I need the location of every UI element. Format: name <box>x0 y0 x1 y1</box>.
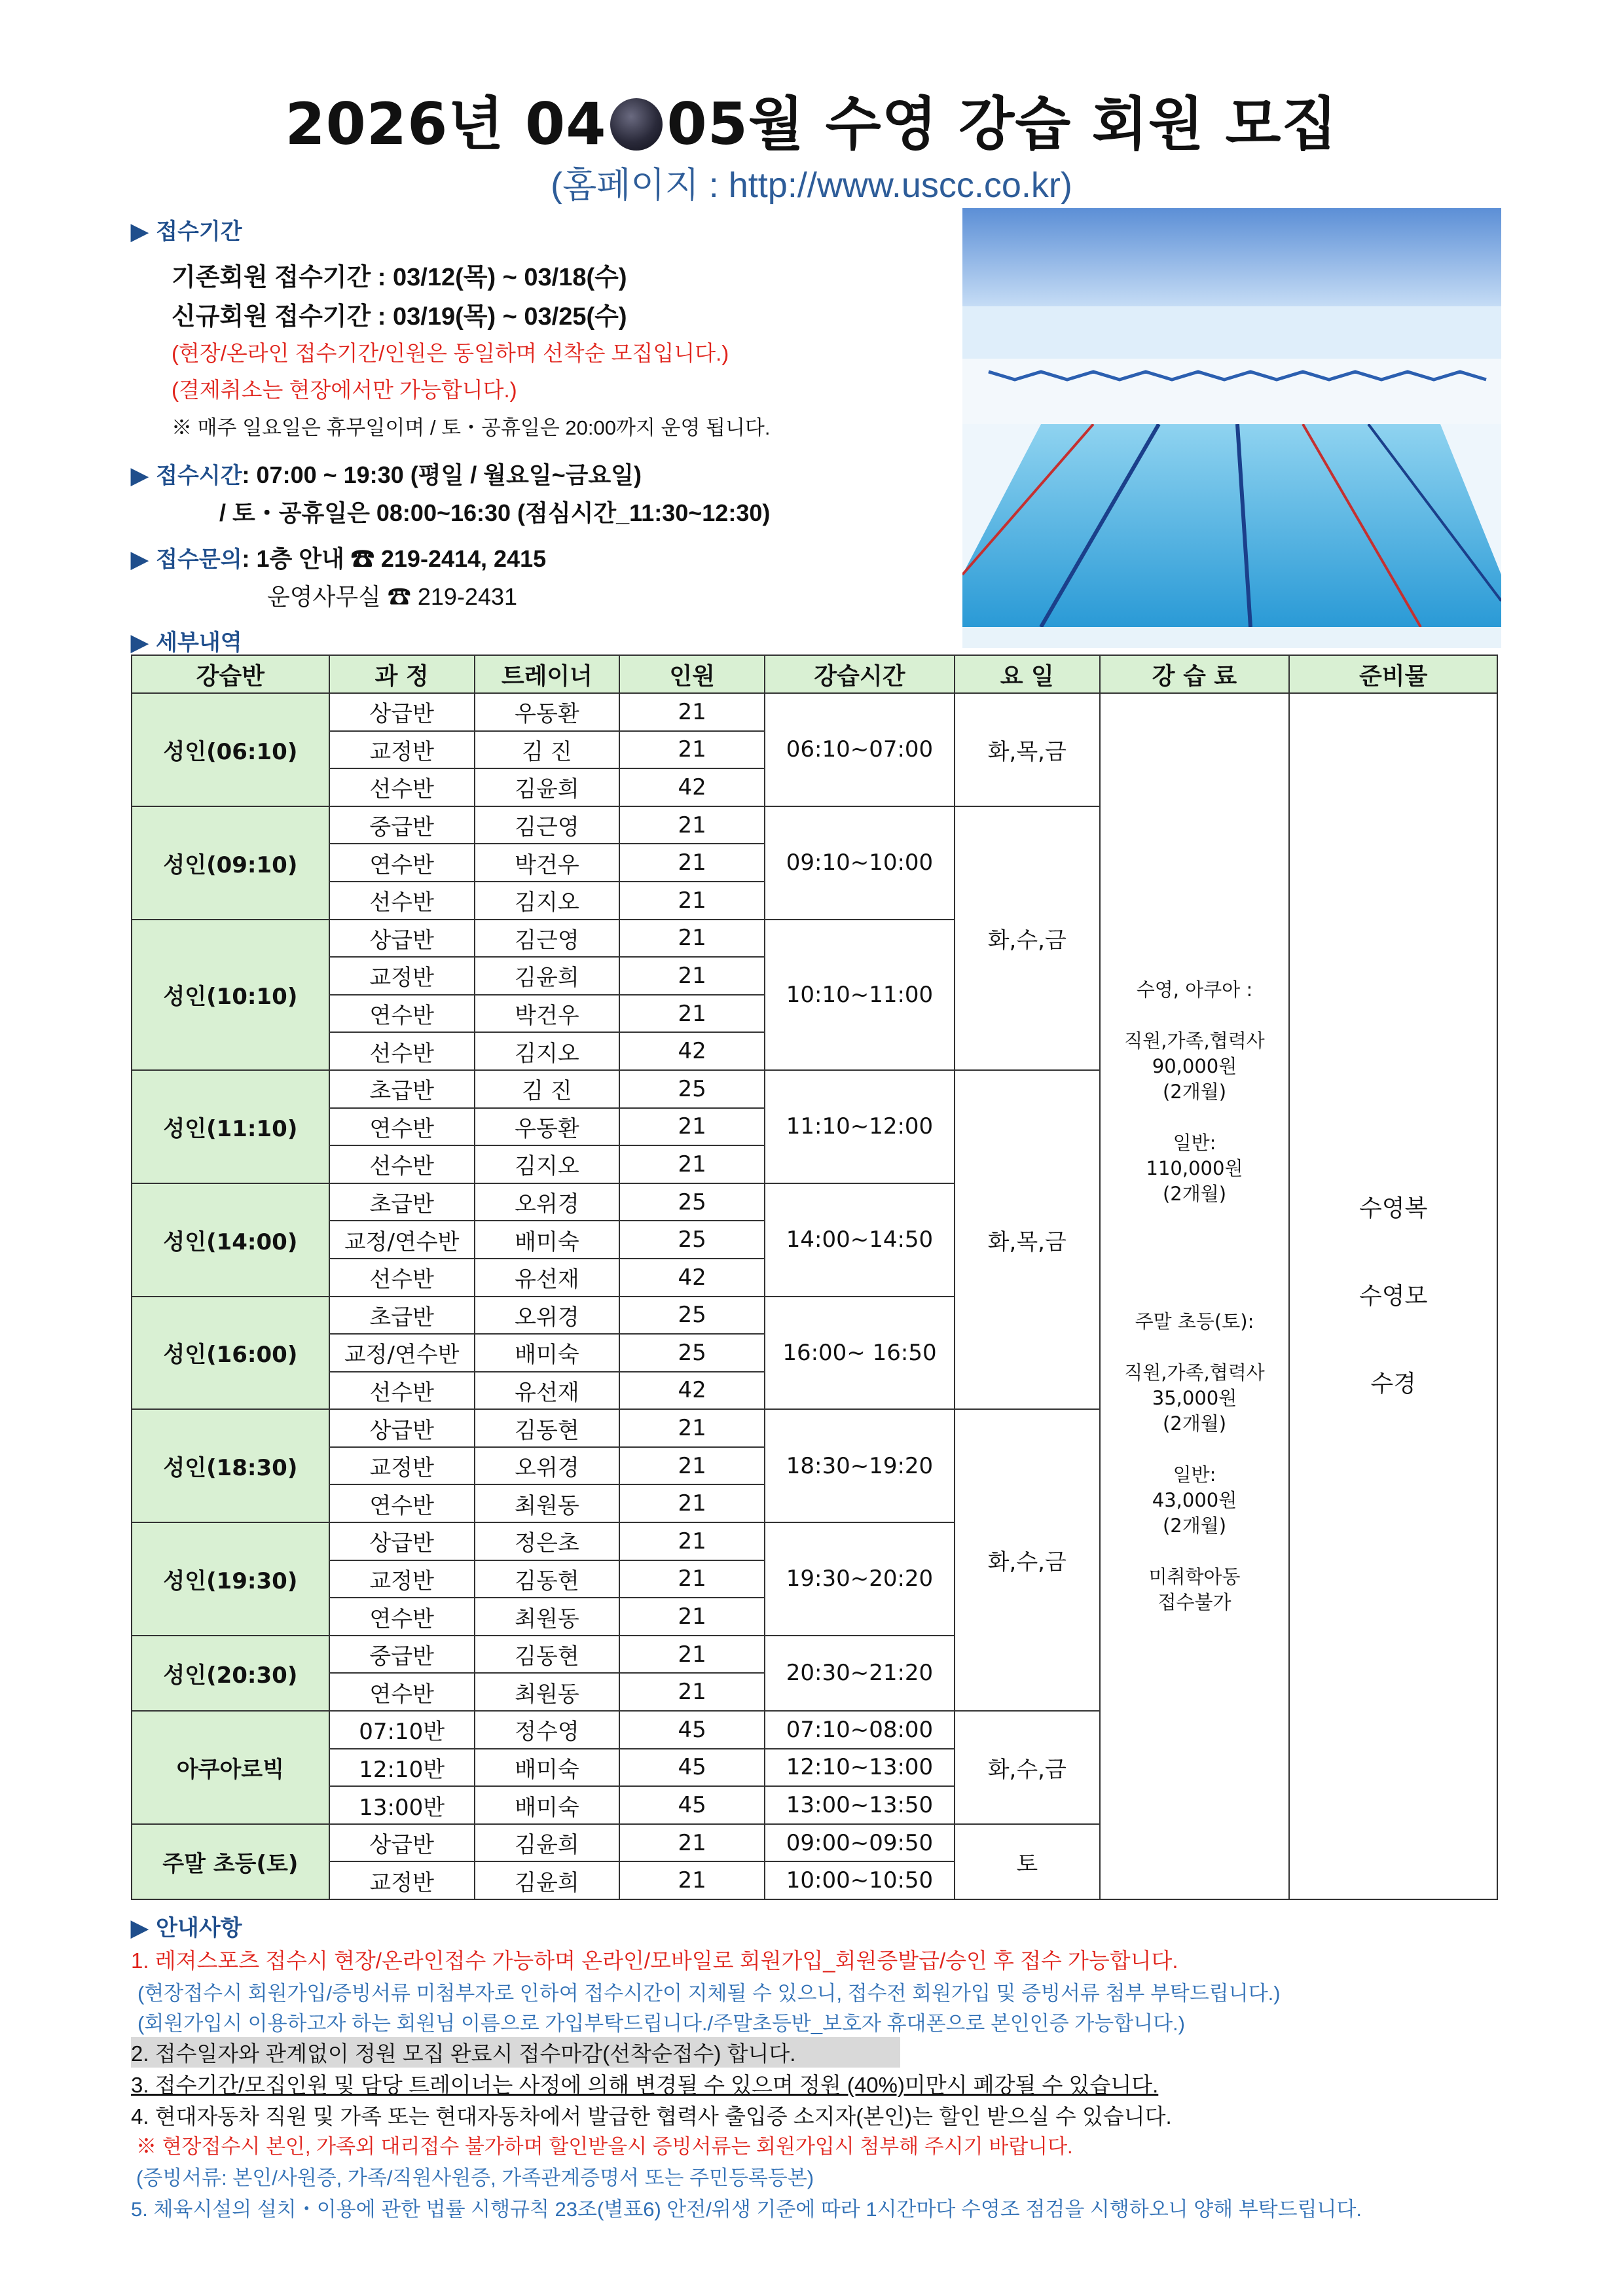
trainer: 배미숙 <box>475 1786 620 1824</box>
title-dot-icon <box>610 98 663 151</box>
count: 21 <box>619 1108 765 1146</box>
trainer: 우동환 <box>475 1108 620 1146</box>
details-heading: ▶ 세부내역 <box>131 630 242 655</box>
class-time: 13:00~13:50 <box>765 1786 955 1824</box>
notices-heading: ▶ 안내사항 <box>131 1916 242 1941</box>
class-name: 성인(18:30) <box>132 1409 329 1522</box>
trainer: 김지오 <box>475 1032 620 1070</box>
course: 상급반 <box>329 1824 475 1862</box>
pool-photo <box>962 208 1501 648</box>
trainer: 김동현 <box>475 1560 620 1598</box>
count: 45 <box>619 1749 765 1787</box>
course: 중급반 <box>329 806 475 844</box>
class-time: 10:10~11:00 <box>765 920 955 1070</box>
course: 선수반 <box>329 768 475 806</box>
trainer: 우동환 <box>475 693 620 731</box>
course: 상급반 <box>329 1522 475 1560</box>
class-name: 성인(16:00) <box>132 1297 329 1410</box>
course: 선수반 <box>329 882 475 920</box>
header-prep: 준비물 <box>1289 655 1497 693</box>
trainer: 김지오 <box>475 1145 620 1183</box>
notice-1: 1. 레져스포츠 접수시 현장/온라인접수 가능하며 온라인/모바일로 회원가입_회원증발급/승인 후 접수 가능합니다. <box>131 1948 1178 1973</box>
count: 21 <box>619 844 765 882</box>
course: 교정반 <box>329 1447 475 1485</box>
trainer: 박건우 <box>475 995 620 1033</box>
count: 21 <box>619 1409 765 1447</box>
class-time: 14:00~14:50 <box>765 1183 955 1297</box>
course: 연수반 <box>329 1108 475 1146</box>
course: 교정반 <box>329 1560 475 1598</box>
trainer: 오위경 <box>475 1447 620 1485</box>
trainer: 최원동 <box>475 1598 620 1636</box>
new-member-period: 신규회원 접수기간 : 03/19(목) ~ 03/25(수) <box>172 303 627 331</box>
count: 21 <box>619 957 765 995</box>
class-time: 19:30~20:20 <box>765 1522 955 1636</box>
trainer: 김동현 <box>475 1636 620 1674</box>
trainer: 배미숙 <box>475 1221 620 1259</box>
header-days: 요 일 <box>955 655 1100 693</box>
count: 21 <box>619 693 765 731</box>
course: 교정/연수반 <box>329 1334 475 1372</box>
notice-1b: (회원가입시 이용하고자 하는 회원님 이름으로 가입부탁드립니다./주말초등반_보호자 휴대폰으로 본인인증 가능합니다.) <box>137 2012 1185 2035</box>
class-name: 성인(20:30) <box>132 1636 329 1711</box>
class-days: 토 <box>955 1824 1100 1899</box>
count: 21 <box>619 806 765 844</box>
class-name: 성인(09:10) <box>132 806 329 920</box>
count: 21 <box>619 995 765 1033</box>
count: 21 <box>619 1447 765 1485</box>
class-days: 화,목,금 <box>955 693 1100 806</box>
count: 21 <box>619 1861 765 1899</box>
course: 연수반 <box>329 1484 475 1522</box>
class-time: 11:10~12:00 <box>765 1070 955 1183</box>
class-time: 07:10~08:00 <box>765 1711 955 1749</box>
trainer: 배미숙 <box>475 1334 620 1372</box>
fee-text: 수영, 아쿠아 : 직원,가족,협력사 90,000원 (2개월) 일반: 110,000원 (2개월) 주말 초등(토): 직원,가족,협력사 35,000원 (2개월) 일반: 43,000원 (2개월) 미취학아동 접수불가 <box>1124 978 1265 1613</box>
trainer: 김근영 <box>475 920 620 958</box>
course: 교정반 <box>329 1861 475 1899</box>
reception-note-holiday: ※ 매주 일요일은 휴무일이며 / 토・공휴일은 20:00까지 운영 됩니다. <box>172 416 771 439</box>
course: 초급반 <box>329 1297 475 1335</box>
class-name: 성인(06:10) <box>132 693 329 806</box>
reception-note-first-come: (현장/온라인 접수기간/인원은 동일하며 선착순 모집입니다.) <box>172 341 729 365</box>
count: 42 <box>619 768 765 806</box>
course: 선수반 <box>329 1372 475 1410</box>
trainer: 정은초 <box>475 1522 620 1560</box>
title-right: 05월 수영 강습 회원 모집 <box>666 90 1338 158</box>
class-time: 09:10~10:00 <box>765 806 955 920</box>
trainer: 김지오 <box>475 882 620 920</box>
count: 21 <box>619 1598 765 1636</box>
count: 21 <box>619 920 765 958</box>
trainer: 김근영 <box>475 806 620 844</box>
table-row <box>132 693 1497 731</box>
trainer: 김윤희 <box>475 1861 620 1899</box>
class-name: 아쿠아로빅 <box>132 1711 329 1824</box>
triangle-bullet-icon: ▶ <box>131 547 149 572</box>
trainer: 최원동 <box>475 1484 620 1522</box>
fee-cell <box>1100 693 1290 1899</box>
count: 21 <box>619 1673 765 1711</box>
trainer: 최원동 <box>475 1673 620 1711</box>
course: 초급반 <box>329 1070 475 1108</box>
count: 42 <box>619 1372 765 1410</box>
schedule-table <box>131 655 1498 1900</box>
course: 상급반 <box>329 920 475 958</box>
class-time: 09:00~09:50 <box>765 1824 955 1862</box>
notice-5: 5. 체육시설의 설치・이용에 관한 법률 시행규칙 23조(별표6) 안전/위생 기준에 따라 1시간마다 수영조 점검을 시행하오니 양해 부탁드립니다. <box>131 2198 1362 2221</box>
class-time: 18:30~19:20 <box>765 1409 955 1522</box>
count: 25 <box>619 1070 765 1108</box>
count: 25 <box>619 1334 765 1372</box>
course: 연수반 <box>329 995 475 1033</box>
count: 21 <box>619 731 765 769</box>
count: 45 <box>619 1711 765 1749</box>
course: 연수반 <box>329 1673 475 1711</box>
course: 선수반 <box>329 1145 475 1183</box>
trainer: 오위경 <box>475 1183 620 1221</box>
reception-note-cancel: (결제취소는 현장에서만 가능합니다.) <box>172 378 517 402</box>
triangle-bullet-icon: ▶ <box>131 630 149 655</box>
course: 초급반 <box>329 1183 475 1221</box>
hours-block: ▶ 접수시간: 07:00 ~ 19:30 (평일 / 월요일~금요일) <box>131 461 642 488</box>
trainer: 김 진 <box>475 731 620 769</box>
count: 21 <box>619 1522 765 1560</box>
count: 21 <box>619 882 765 920</box>
class-days: 화,목,금 <box>955 1070 1100 1409</box>
course: 연수반 <box>329 1598 475 1636</box>
header-count: 인원 <box>619 655 765 693</box>
count: 21 <box>619 1824 765 1862</box>
trainer: 유선재 <box>475 1372 620 1410</box>
notice-4b: (증빙서류: 본인/사원증, 가족/직원사원증, 가족관계증명서 또는 주민등록등본) <box>136 2166 814 2189</box>
trainer: 정수영 <box>475 1711 620 1749</box>
class-time: 20:30~21:20 <box>765 1636 955 1711</box>
header-class: 강습반 <box>132 655 329 693</box>
count: 25 <box>619 1297 765 1335</box>
trainer: 김동현 <box>475 1409 620 1447</box>
count: 21 <box>619 1636 765 1674</box>
count: 21 <box>619 1484 765 1522</box>
title-left: 2026년 04 <box>285 90 607 158</box>
course: 중급반 <box>329 1636 475 1674</box>
class-time: 16:00~ 16:50 <box>765 1297 955 1410</box>
course: 교정반 <box>329 731 475 769</box>
course: 상급반 <box>329 1409 475 1447</box>
course: 07:10반 <box>329 1711 475 1749</box>
triangle-bullet-icon: ▶ <box>131 1916 149 1941</box>
course: 12:10반 <box>329 1749 475 1787</box>
trainer: 유선재 <box>475 1259 620 1297</box>
notice-3: 3. 접수기간/모집인원 및 담당 트레이너는 사정에 의해 변경될 수 있으며 정원 (40%)미만시 폐강될 수 있습니다. <box>131 2073 1159 2097</box>
course: 교정/연수반 <box>329 1221 475 1259</box>
class-name: 성인(19:30) <box>132 1522 329 1636</box>
count: 42 <box>619 1259 765 1297</box>
header-course: 과 정 <box>329 655 475 693</box>
class-name: 주말 초등(토) <box>132 1824 329 1899</box>
trainer: 김윤희 <box>475 1824 620 1862</box>
prep-text: 수영복 수영모 수경 <box>1359 1194 1428 1397</box>
header-trainer: 트레이너 <box>475 655 620 693</box>
class-time: 10:00~10:50 <box>765 1861 955 1899</box>
existing-member-period: 기존회원 접수기간 : 03/12(목) ~ 03/18(수) <box>172 264 627 291</box>
course: 상급반 <box>329 693 475 731</box>
course: 13:00반 <box>329 1786 475 1824</box>
count: 25 <box>619 1221 765 1259</box>
count: 21 <box>619 1560 765 1598</box>
class-time: 06:10~07:00 <box>765 693 955 806</box>
reception-heading: ▶ 접수기간 <box>131 219 242 244</box>
trainer: 김윤희 <box>475 768 620 806</box>
notice-4: 4. 현대자동차 직원 및 가족 또는 현대자동차에서 발급한 협력사 출입증 소지자(본인)는 할인 받으실 수 있습니다. <box>131 2104 1172 2128</box>
course: 선수반 <box>329 1032 475 1070</box>
class-time: 12:10~13:00 <box>765 1749 955 1787</box>
notice-2: 2. 접수일자와 관계없이 정원 모집 완료시 접수마감(선착순접수) 합니다. <box>131 2037 900 2068</box>
inquiry-block: ▶ 접수문의: 1층 안내 ☎ 219-2414, 2415 <box>131 545 547 572</box>
prep-cell <box>1289 693 1497 1899</box>
class-days: 화,수,금 <box>955 1711 1100 1824</box>
header-fee: 강 습 료 <box>1100 655 1290 693</box>
class-name: 성인(14:00) <box>132 1183 329 1297</box>
trainer: 오위경 <box>475 1297 620 1335</box>
inquiry-office: 운영사무실 ☎ 219-2431 <box>267 583 518 610</box>
count: 25 <box>619 1183 765 1221</box>
homepage-link[interactable]: (홈페이지 : http://www.uscc.co.kr) <box>551 166 1072 205</box>
trainer: 배미숙 <box>475 1749 620 1787</box>
course: 연수반 <box>329 844 475 882</box>
count: 42 <box>619 1032 765 1070</box>
class-name: 성인(10:10) <box>132 920 329 1070</box>
trainer: 박건우 <box>475 844 620 882</box>
page-title <box>0 79 1623 161</box>
trainer: 김 진 <box>475 1070 620 1108</box>
course: 선수반 <box>329 1259 475 1297</box>
class-name: 성인(11:10) <box>132 1070 329 1183</box>
header-time: 강습시간 <box>765 655 955 693</box>
count: 45 <box>619 1786 765 1824</box>
class-days: 화,수,금 <box>955 806 1100 1070</box>
notice-4a: ※ 현장접수시 본인, 가족외 대리접수 불가하며 할인받을시 증빙서류는 회원가입시 첨부해 주시기 바랍니다. <box>136 2135 1073 2158</box>
course: 교정반 <box>329 957 475 995</box>
count: 21 <box>619 1145 765 1183</box>
trainer: 김윤희 <box>475 957 620 995</box>
table-header-row <box>132 655 1497 693</box>
class-days: 화,수,금 <box>955 1409 1100 1711</box>
hours-weekend: / 토・공휴일은 08:00~16:30 (점심시간_11:30~12:30) <box>219 499 771 526</box>
triangle-bullet-icon: ▶ <box>131 463 149 488</box>
triangle-bullet-icon: ▶ <box>131 219 149 244</box>
notice-1a: (현장접수시 회원가입/증빙서류 미첨부자로 인하여 접수시간이 지체될 수 있으니, 접수전 회원가입 및 증빙서류 첨부 부탁드립니다.) <box>137 1982 1281 2005</box>
